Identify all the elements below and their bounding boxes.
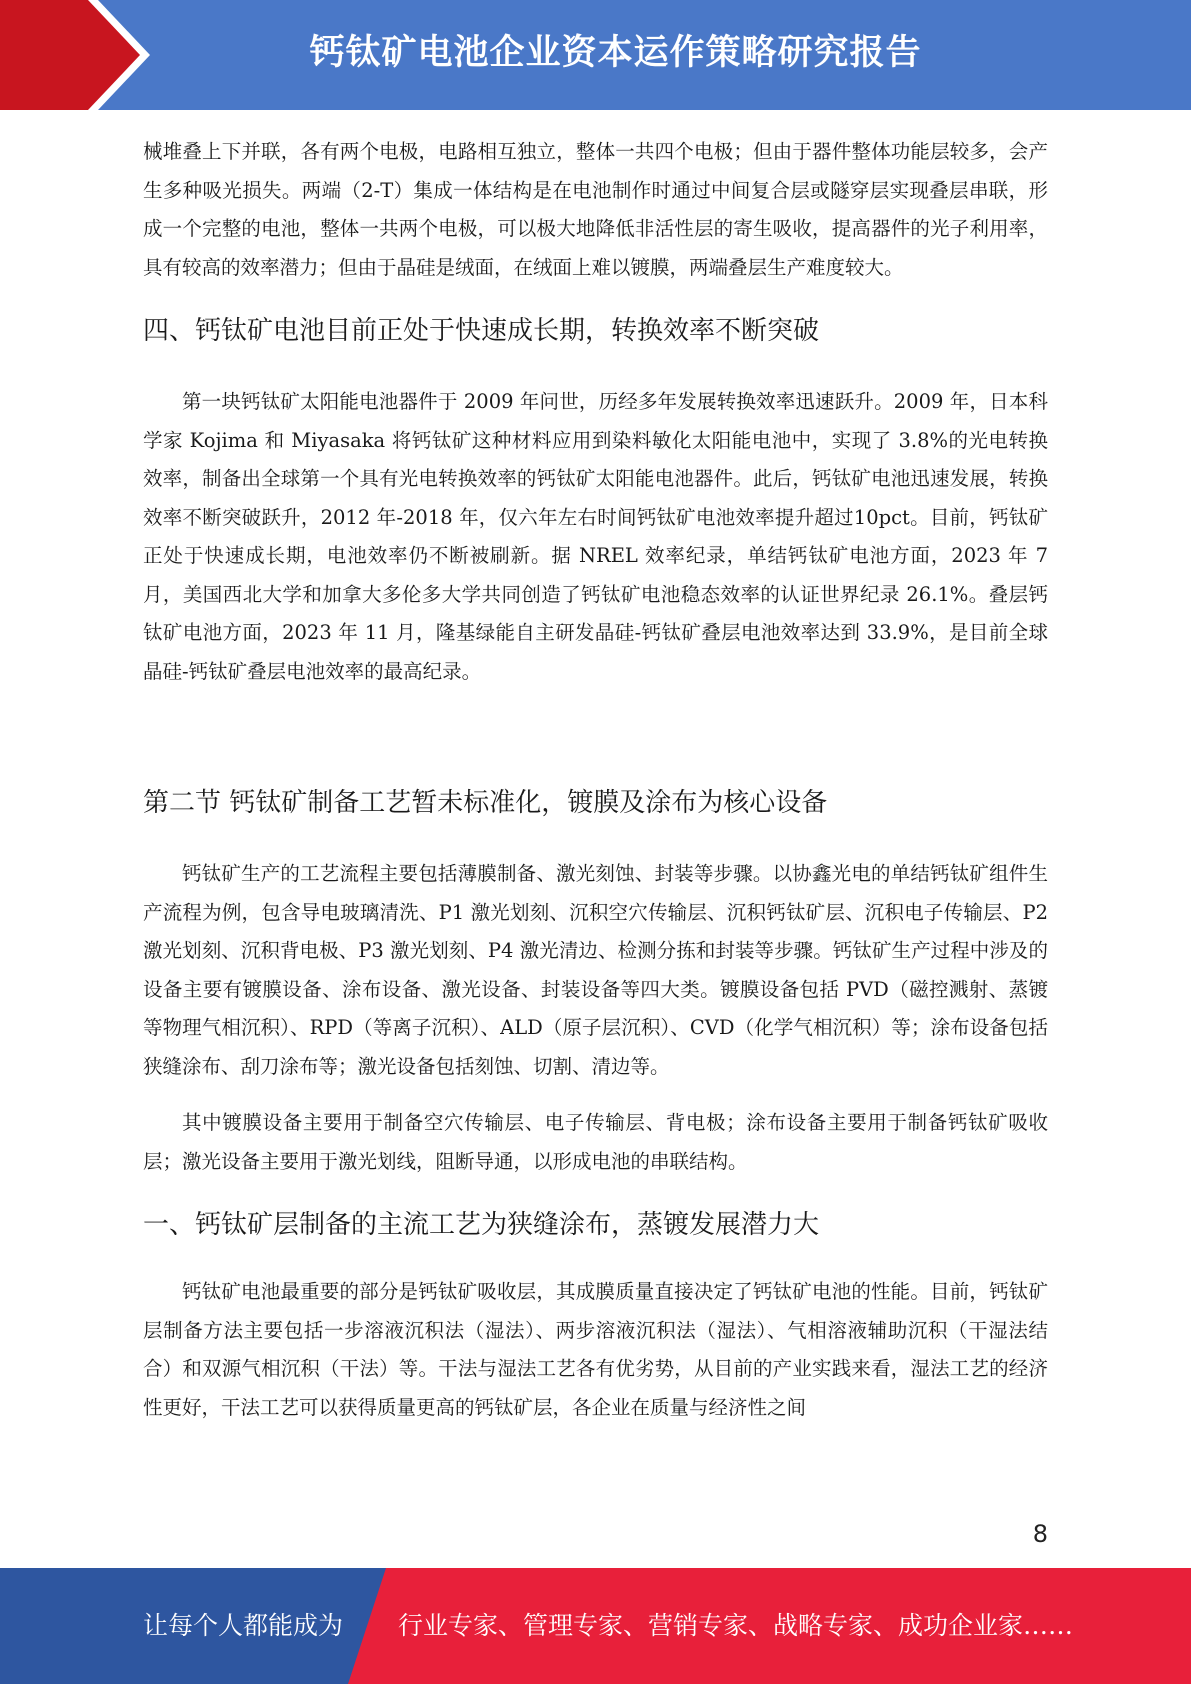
page-content bbox=[143, 133, 1048, 1427]
page-header bbox=[0, 0, 1191, 110]
paragraph-equipment-use: 其中镀膜设备主要用于制备空穴传输层、电子传输层、背电极；涂布设备主要用于制备钙钛矿吸收层；激光设备主要用于激光划线，阻断导通，以形成电池的串联结构。 bbox=[143, 1111, 1048, 1173]
report-title: 钙钛矿电池企业资本运作策略研究报告 bbox=[309, 33, 922, 73]
page-number: 8 bbox=[1032, 1520, 1048, 1548]
paragraph-perovskite-layer: 钙钛矿电池最重要的部分是钙钛矿吸收层，其成膜质量直接决定了钙钛矿电池的性能。目前，钙钛矿层制备方法主要包括一步溶液沉积法（湿法）、两步溶液沉积法（湿法）、气相溶液辅助沉积（干湿法结合）和双源气相沉积（干法）等。干法与湿法工艺各有优劣势，从目前的产业实践来看，湿法工艺的经济性更好，干法工艺可以获得质量更高的钙钛矿层，各企业在质量与经济性之间 bbox=[143, 1280, 1048, 1419]
paragraph-continued: 械堆叠上下并联，各有两个电极，电路相互独立，整体一共四个电极；但由于器件整体功能层较多，会产生多种吸光损失。两端（2-T）集成一体结构是在电池制作时通过中间复合层或隧穿层实现叠层串联，形成一个完整的电池，整体一共两个电极，可以极大地降低非活性层的寄生吸收，提高器件的光子利用率，具有较高的效率潜力；但由于晶硅是绒面，在绒面上难以镀膜，两端叠层生产难度较大。 bbox=[143, 140, 1048, 279]
footer-slogan-right: 行业专家、管理专家、营销专家、战略专家、成功企业家…… bbox=[398, 1611, 1074, 1640]
paragraph-process-flow: 钙钛矿生产的工艺流程主要包括薄膜制备、激光刻蚀、封装等步骤。以协鑫光电的单结钙钛矿组件生产流程为例，包含导电玻璃清洗、P1 激光划刻、沉积空穴传输层、沉积钙钛矿层、沉积电子传输层、P2 激光划刻、沉积背电极、P3 激光划刻、P4 激光清边、检测分拣和封装等步骤。钙钛矿生产过程中涉及的设备主要有镀膜设备、涂布设备、激光设备、封装设备等四大类。镀膜设备包括 PVD（磁控溅射、蒸镀等物理气相沉积）、RPD（等离子沉积）、ALD（原子层沉积）、CVD（化学气相沉积）等；涂布设备包括狭缝涂布、刮刀涂布等；激光设备包括刻蚀、切割、清边等。 bbox=[143, 862, 1048, 1078]
paragraph-efficiency-history: 第一块钙钛矿太阳能电池器件于 2009 年问世，历经多年发展转换效率迅速跃升。2009 年，日本科学家 Kojima 和 Miyasaka 将钙钛矿这种材料应用到染料敏化太阳能电池中，实现了 3.8%的光电转换效率，制备出全球第一个具有光电转换效率的钙钛矿太阳能电池器件。此后，钙钛矿电池迅速发展，转换效率不断突破跃升，2012 年-2018 年，仅六年左右时间钙钛矿电池效率提升超过10pct。目前，钙钛矿正处于快速成长期，电池效率仍不断被刷新。据 NREL 效率纪录，单结钙钛矿电池方面，2023 年 7 月，美国西北大学和加拿大多伦多大学共同创造了钙钛矿电池稳态效率的认证世界纪录 26.1%。叠层钙钛矿电池方面，2023 年 11 月，隆基绿能自主研发晶硅-钙钛矿叠层电池效率达到 33.9%，是目前全球晶硅-钙钛矿叠层电池效率的最高纪录。 bbox=[143, 390, 1048, 683]
section-heading-4: 四、钙钛矿电池目前正处于快速成长期，转换效率不断突破 bbox=[143, 316, 820, 346]
footer-slogan-left: 让每个人都能成为 bbox=[143, 1611, 344, 1640]
section-heading-1: 一、钙钛矿层制备的主流工艺为狭缝涂布，蒸镀发展潜力大 bbox=[143, 1210, 820, 1240]
page-footer bbox=[0, 1568, 1191, 1684]
part-heading-2: 第二节 钙钛矿制备工艺暂未标准化，镀膜及涂布为核心设备 bbox=[143, 788, 828, 818]
